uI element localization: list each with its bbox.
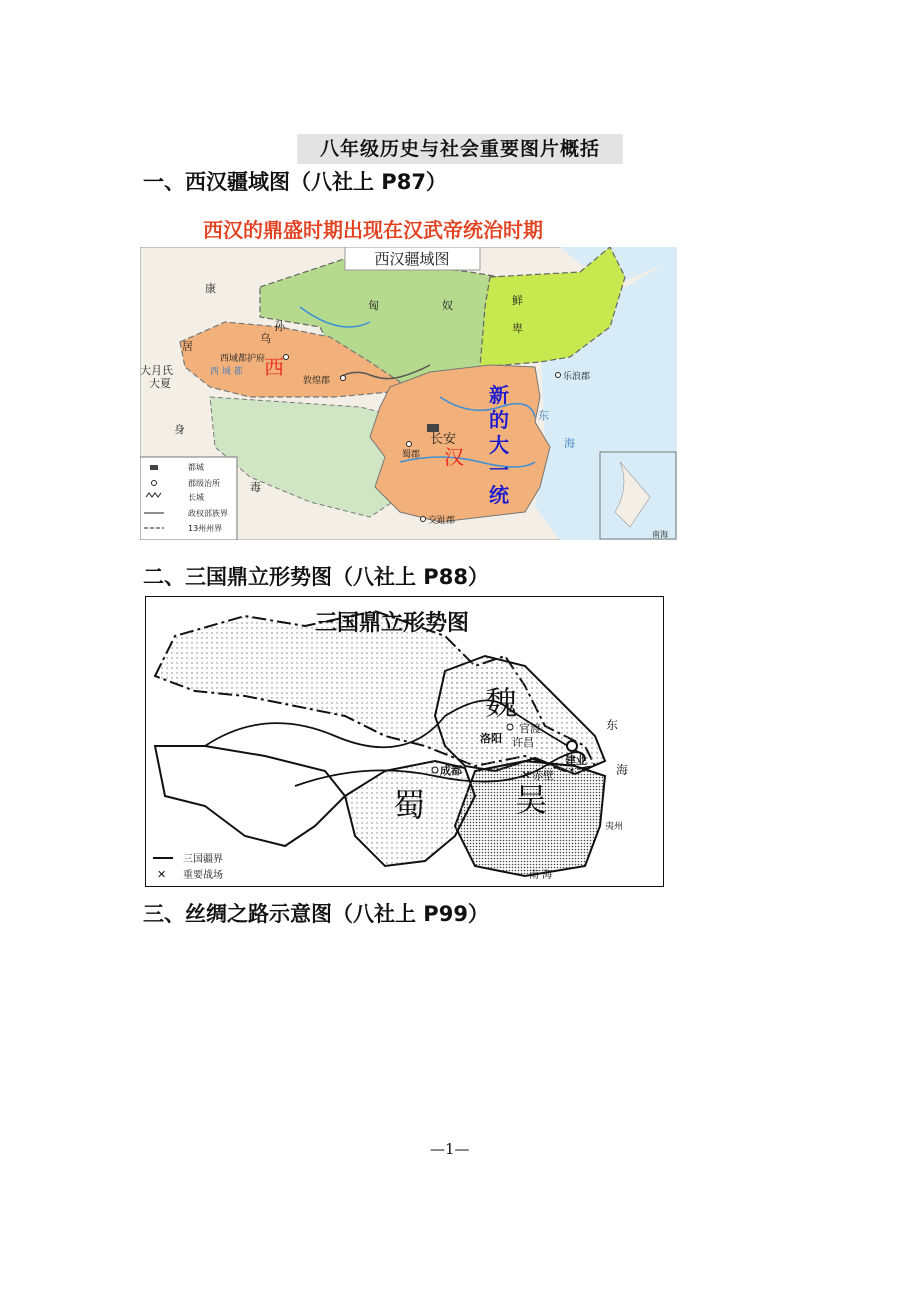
annotation-char-1: 新 bbox=[489, 383, 509, 407]
inset-label: 南海 bbox=[652, 530, 668, 539]
city-chengdu: 成都 bbox=[440, 764, 462, 777]
legend-battlefield: 重要战场 bbox=[183, 870, 223, 881]
region-label-wusun-1: 乌 bbox=[260, 332, 271, 345]
region-label-dayuezhi: 大月氏 bbox=[140, 364, 173, 377]
city-dunhuang: 敦煌郡 bbox=[303, 376, 331, 386]
overlay-label-han: 汉 bbox=[444, 445, 464, 469]
city-jiaozhi: 交趾郡 bbox=[428, 516, 456, 526]
section-heading-three-kingdoms: 二、三国鼎立形势图（八社上 P88） bbox=[143, 565, 489, 589]
kingdom-wei: 魏 bbox=[485, 684, 518, 722]
region-label-xiongnu-1: 匈 bbox=[368, 299, 379, 312]
battle-marker-chibi: ✕ bbox=[521, 768, 532, 782]
region-label-xiyu: 西 域 都 bbox=[210, 367, 243, 377]
legend-boundary: 政权部族界 bbox=[188, 509, 228, 518]
kingdom-shu: 蜀 bbox=[393, 786, 426, 824]
city-guandu: 官渡 bbox=[519, 722, 541, 735]
annotation-char-5: 统 bbox=[489, 483, 509, 507]
region-label-xianbei-2: 卑 bbox=[512, 322, 523, 335]
city-shu: 蜀郡 bbox=[402, 450, 421, 460]
region-label-kangju-1: 康 bbox=[205, 282, 216, 295]
western-han-map bbox=[140, 247, 677, 540]
overlay-label-xi: 西 bbox=[264, 355, 284, 379]
map1-caption: 西汉的鼎盛时期出现在汉武帝统治时期 bbox=[203, 218, 543, 242]
city-xuchang: 许昌 bbox=[512, 736, 534, 749]
region-label-wusun-2: 孙 bbox=[274, 320, 285, 333]
city-luoyang: 洛阳 bbox=[480, 732, 502, 745]
region-label-xiongnu-2: 奴 bbox=[442, 299, 453, 312]
three-kingdoms-map bbox=[145, 596, 664, 887]
region-label-shendu-2: 毒 bbox=[250, 481, 261, 494]
annotation-char-2: 的 bbox=[489, 408, 509, 432]
map2-title: 三国鼎立形势图 bbox=[315, 611, 470, 636]
legend-border: 三国疆界 bbox=[183, 854, 223, 865]
map1-title: 西汉疆域图 bbox=[374, 250, 450, 268]
region-label-dong: 东 bbox=[538, 409, 549, 422]
annotation-char-3: 大 bbox=[489, 433, 509, 457]
city-jianye: 建业 bbox=[565, 754, 587, 767]
region-label-hai: 海 bbox=[564, 437, 575, 450]
kingdom-wu: 吴 bbox=[515, 781, 548, 819]
legend-great-wall: 长城 bbox=[188, 493, 204, 502]
city-xiyu-duhufu: 西域都护府 bbox=[220, 354, 266, 364]
city-changan: 长安 bbox=[430, 432, 457, 447]
region-label-daxia: 大夏 bbox=[149, 377, 171, 390]
sea-label-nanhai: 南 海 bbox=[529, 870, 553, 881]
region-label-kangju-2: 居 bbox=[182, 340, 193, 353]
region-label-xianbei-1: 鲜 bbox=[512, 294, 523, 307]
region-label-shendu-1: 身 bbox=[174, 423, 185, 436]
legend-battle-icon: ✕ bbox=[157, 868, 167, 881]
page-number: —1— bbox=[430, 1140, 470, 1158]
section-heading-silk-road: 三、丝绸之路示意图（八社上 P99） bbox=[143, 902, 489, 926]
annotation-char-4: 一 bbox=[489, 458, 509, 482]
city-chibi: 赤壁 bbox=[532, 769, 554, 782]
sea-label-dong: 东 bbox=[606, 718, 619, 732]
legend-capital: 都城 bbox=[188, 463, 204, 472]
document-title: 八年级历史与社会重要图片概括 bbox=[297, 134, 623, 164]
legend-province-border: 13州州界 bbox=[188, 524, 223, 533]
legend-commandery: 郡级治所 bbox=[188, 479, 220, 488]
island-label-yizhou: 夷州 bbox=[605, 822, 624, 832]
section-heading-western-han: 一、西汉疆域图（八社上 P87） bbox=[143, 170, 447, 194]
sea-label-hai: 海 bbox=[616, 763, 629, 777]
city-lelang: 乐浪郡 bbox=[563, 372, 591, 382]
